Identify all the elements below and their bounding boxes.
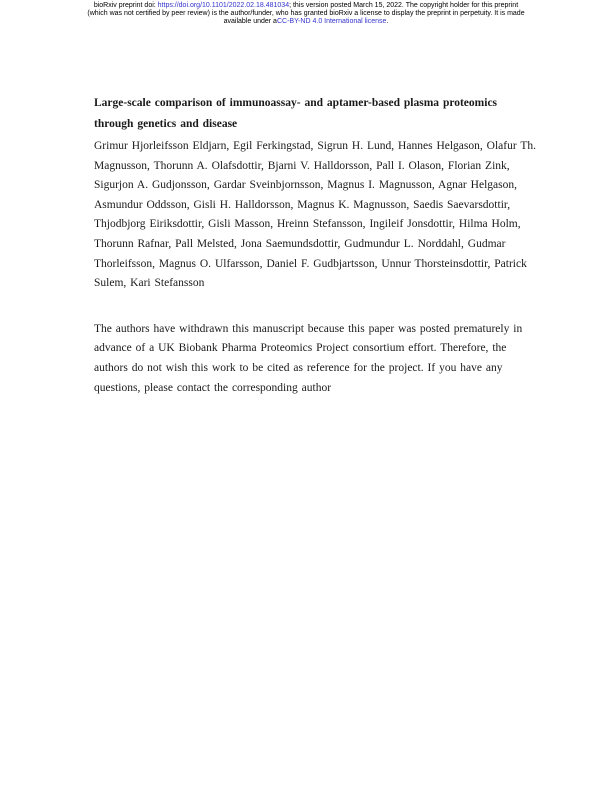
biorxiv-watermark-header (0, 2, 612, 26)
header-line-3 (0, 18, 612, 26)
withdrawal-line: advance of a UK Biobank Pharma Proteomics Project consortium effort. Therefore, the (94, 342, 507, 355)
author-line: Asmundur Oddsson, Gisli H. Halldorsson, Magnus K. Magnusson, Saedis Saevarsdottir, (94, 198, 511, 211)
author-list (94, 137, 537, 294)
withdrawal-line: The authors have withdrawn this manuscript because this paper was posted prematurely in (94, 322, 523, 335)
author-line: Thjodbjorg Eiriksdottir, Gisli Masson, Hreinn Stefansson, Ingileif Jonsdottir, Hilma Holm, (94, 218, 521, 231)
header-doi-prefix: bioRxiv preprint doi: (93, 2, 158, 9)
header-line-2: (which was not certified by peer review) is the author/funder, who has granted bioRxiv a license to display the preprint in perpetuity. It is made (87, 10, 525, 17)
withdrawal-line: authors do not wish this work to be cited as reference for the project. If you have any (94, 361, 503, 374)
author-line: Sulem, Kari Stefansson (94, 277, 205, 290)
header-line-1 (0, 2, 612, 10)
header-license-prefix: available under a (223, 18, 277, 25)
doi-link[interactable]: https://doi.org/10.1101/2022.02.18.481034 (157, 2, 290, 9)
manuscript-content (94, 93, 537, 398)
license-link[interactable]: CC-BY-ND 4.0 International license (276, 18, 387, 25)
header-version-text: ; this version posted March 15, 2022. The copyright holder for this preprint (289, 2, 519, 9)
title-line: Large-scale comparison of immunoassay- and aptamer-based plasma proteomics (94, 97, 498, 109)
paper-title (94, 93, 534, 135)
header-license-suffix: . (386, 18, 389, 25)
withdrawal-notice (94, 320, 534, 398)
author-line: Thorunn Rafnar, Pall Melsted, Jona Saemundsdottir, Gudmundur L. Norddahl, Gudmar (94, 237, 506, 250)
author-line: Sigurjon A. Gudjonsson, Gardar Sveinbjornsson, Magnus I. Magnusson, Agnar Helgason, (94, 179, 517, 192)
author-line: Grimur Hjorleifsson Eldjarn, Egil Ferkingstad, Sigrun H. Lund, Hannes Helgason, Olafur Th. (94, 140, 537, 152)
author-line: Thorleifsson, Magnus O. Ulfarsson, Daniel F. Gudbjartsson, Unnur Thorsteinsdottir, Patrick (94, 257, 527, 270)
author-line: Magnusson, Thorunn A. Olafsdottir, Bjarni V. Halldorsson, Pall I. Olason, Florian Zink, (94, 159, 510, 172)
withdrawal-line: questions, please contact the corresponding author (94, 381, 332, 394)
title-line: through genetics and disease (94, 118, 238, 130)
